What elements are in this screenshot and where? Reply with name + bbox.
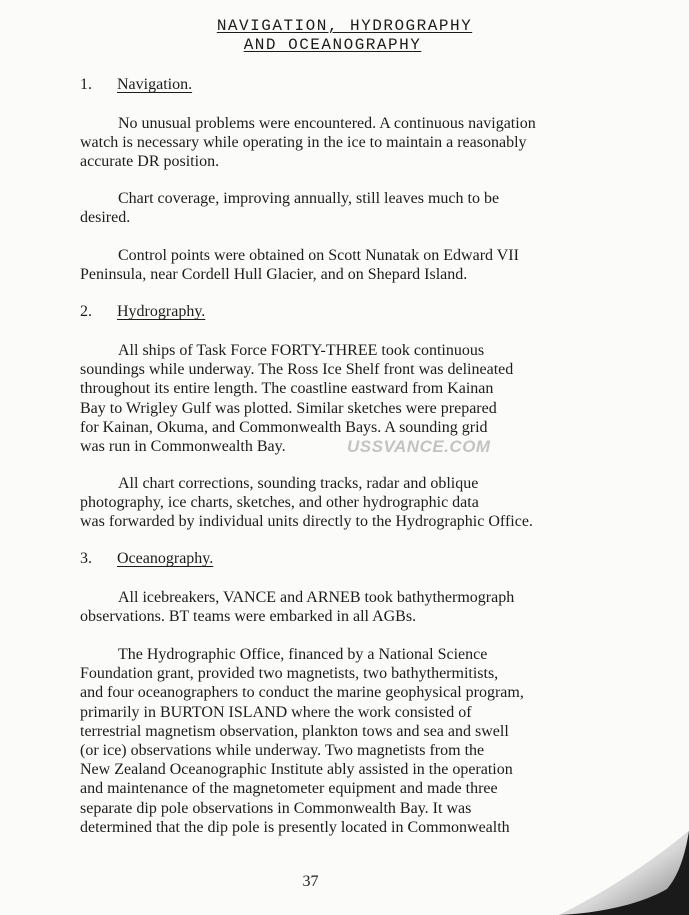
page-number: 37 xyxy=(302,873,319,890)
text-line: The Hydrographic Office, financed by a National Science xyxy=(118,646,488,663)
paragraph xyxy=(80,474,680,532)
text-line: terrestrial magnetism observation, plankton tows and sea and swell xyxy=(80,722,509,740)
section-heading-oceanography xyxy=(80,549,213,569)
text-line: primarily in BURTON ISLAND where the work consisted of xyxy=(80,703,472,721)
text-line: Chart coverage, improving annually, still leaves much to be xyxy=(118,190,500,207)
page-curl-graphic xyxy=(539,825,689,915)
title-line-2: AND OCEANOGRAPHY xyxy=(243,36,422,54)
section-number: 2. xyxy=(80,303,92,320)
paragraph xyxy=(80,114,680,172)
section-title: Oceanography. xyxy=(117,550,214,567)
paragraph xyxy=(80,588,680,626)
title-line-1: NAVIGATION, HYDROGRAPHY xyxy=(216,17,473,35)
text-line: was run in Commonwealth Bay. xyxy=(80,438,286,456)
text-line: New Zealand Oceanographic Institute ably assisted in the operation xyxy=(80,761,513,779)
text-line: was forwarded by individual units directly to the Hydrographic Office. xyxy=(80,513,533,531)
text-line: Bay to Wrigley Gulf was plotted. Similar sketches were prepared xyxy=(80,399,497,417)
text-line: and maintenance of the magnetometer equipment and made three xyxy=(80,780,498,798)
text-line: Peninsula, near Cordell Hull Glacier, and on Shepard Island. xyxy=(80,266,468,284)
text-line: separate dip pole observations in Commonwealth Bay. It was xyxy=(80,799,472,817)
watermark: USSVANCE.COM xyxy=(347,437,491,456)
text-line: for Kainan, Okuma, and Commonwealth Bays. A sounding grid xyxy=(80,418,488,436)
text-line: watch is necessary while operating in the ice to maintain a reasonably xyxy=(80,134,527,152)
text-line: Control points were obtained on Scott Nunatak on Edward VII xyxy=(118,247,519,264)
text-line: photography, ice charts, sketches, and other hydrographic data xyxy=(80,494,479,512)
paragraph xyxy=(80,189,680,227)
section-heading-navigation xyxy=(80,75,192,95)
text-line: No unusual problems were encountered. A continuous navigation xyxy=(118,115,536,132)
text-line: Foundation grant, provided two magnetists, two bathythermitists, xyxy=(80,665,499,683)
text-line: All icebreakers, VANCE and ARNEB took bathythermograph xyxy=(118,589,515,606)
paragraph xyxy=(80,645,680,837)
section-number: 3. xyxy=(80,550,92,567)
section-title: Hydrography. xyxy=(117,303,206,320)
paragraph xyxy=(80,246,680,284)
section-number: 1. xyxy=(80,76,92,93)
text-line: determined that the dip pole is presently located in Commonwealth xyxy=(80,818,510,836)
text-line: accurate DR position. xyxy=(80,153,220,171)
text-line: soundings while underway. The Ross Ice Shelf front was delineated xyxy=(80,361,514,379)
text-line: desired. xyxy=(80,209,131,227)
text-line: All chart corrections, sounding tracks, radar and oblique xyxy=(118,475,479,492)
text-line: All ships of Task Force FORTY-THREE took continuous xyxy=(118,342,485,359)
section-heading-hydrography xyxy=(80,302,205,322)
text-line: (or ice) observations while underway. Two magnetists from the xyxy=(80,742,485,760)
section-title: Navigation. xyxy=(117,76,193,93)
text-line: observations. BT teams were embarked in all AGBs. xyxy=(80,608,417,626)
text-line: and four oceanographers to conduct the marine geophysical program, xyxy=(80,684,524,702)
text-line: throughout its entire length. The coastline eastward from Kainan xyxy=(80,380,494,398)
